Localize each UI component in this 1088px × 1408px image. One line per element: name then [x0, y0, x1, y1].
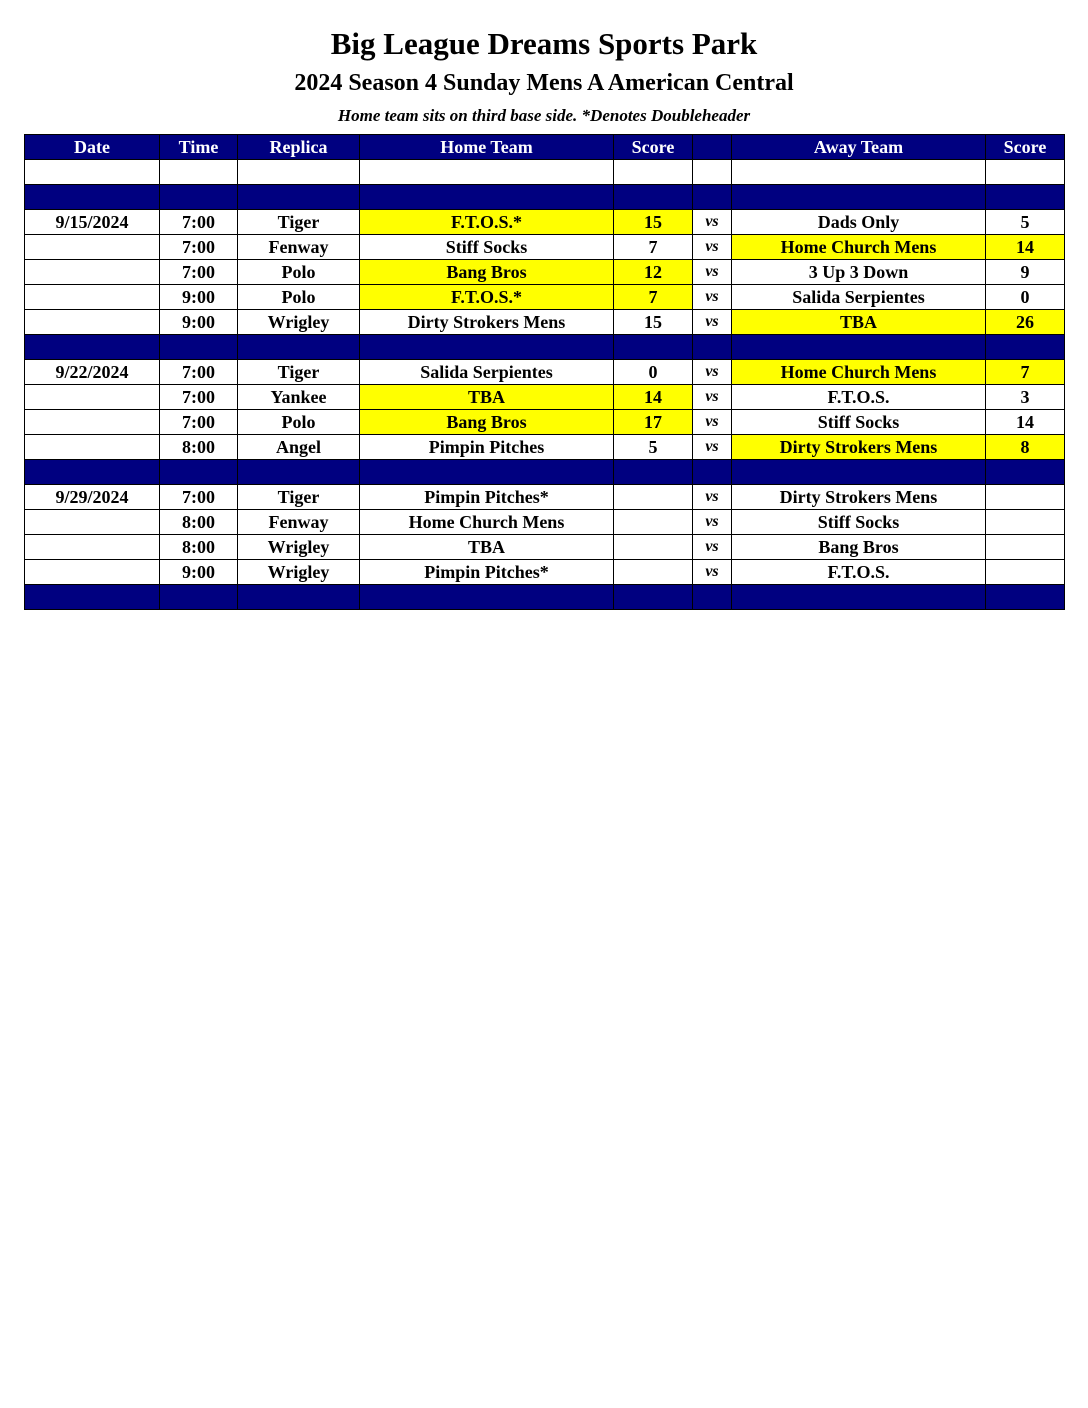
vs-cell: vs: [693, 535, 732, 560]
replica-cell: Fenway: [238, 235, 360, 260]
away-score-cell: [986, 560, 1065, 585]
replica-cell: Wrigley: [238, 560, 360, 585]
away-team-cell: Stiff Socks: [732, 510, 986, 535]
empty-cell: [732, 460, 986, 485]
away-team-cell: Stiff Socks: [732, 410, 986, 435]
table-row: [25, 435, 1065, 460]
empty-cell: [238, 160, 360, 185]
replica-cell: Wrigley: [238, 310, 360, 335]
home-score-cell: 14: [614, 385, 693, 410]
schedule-body: [25, 160, 1065, 610]
home-team-cell: F.T.O.S.*: [360, 285, 614, 310]
empty-cell: [360, 185, 614, 210]
empty-cell: [986, 585, 1065, 610]
column-header-replica: Replica: [238, 135, 360, 160]
vs-cell: vs: [693, 510, 732, 535]
table-row: [25, 235, 1065, 260]
away-score-cell: 26: [986, 310, 1065, 335]
empty-cell: [360, 335, 614, 360]
page-title: Big League Dreams Sports Park: [330, 26, 758, 61]
away-team-cell: TBA: [732, 310, 986, 335]
home-score-cell: [614, 510, 693, 535]
empty-cell: [614, 585, 693, 610]
table-row: [25, 260, 1065, 285]
home-score-cell: 7: [614, 235, 693, 260]
empty-cell: [693, 335, 732, 360]
away-score-cell: 7: [986, 360, 1065, 385]
vs-cell: vs: [693, 385, 732, 410]
home-score-cell: [614, 485, 693, 510]
date-cell: [25, 560, 160, 585]
column-header-away-score: Score: [986, 135, 1065, 160]
empty-cell: [160, 335, 238, 360]
time-cell: 9:00: [160, 310, 238, 335]
date-cell: [25, 310, 160, 335]
away-team-cell: Dirty Strokers Mens: [732, 485, 986, 510]
empty-cell: [732, 185, 986, 210]
away-score-cell: 5: [986, 210, 1065, 235]
home-team-cell: Salida Serpientes: [360, 360, 614, 385]
vs-cell: vs: [693, 360, 732, 385]
home-team-cell: Bang Bros: [360, 260, 614, 285]
date-cell: [25, 385, 160, 410]
home-team-cell: Pimpin Pitches: [360, 435, 614, 460]
date-cell: 9/15/2024: [25, 210, 160, 235]
home-team-cell: Home Church Mens: [360, 510, 614, 535]
away-team-cell: 3 Up 3 Down: [732, 260, 986, 285]
vs-cell: vs: [693, 560, 732, 585]
column-header-time: Time: [160, 135, 238, 160]
time-cell: 8:00: [160, 535, 238, 560]
replica-cell: Fenway: [238, 510, 360, 535]
blank-row: [25, 160, 1065, 185]
empty-cell: [25, 585, 160, 610]
page-note: Home team sits on third base side. *Denotes Doubleheader: [337, 106, 751, 125]
time-cell: 7:00: [160, 410, 238, 435]
date-cell: [25, 510, 160, 535]
page-subtitle: 2024 Season 4 Sunday Mens A American Central: [294, 70, 794, 96]
table-row: [25, 410, 1065, 435]
date-cell: [25, 285, 160, 310]
column-header-away-team: Away Team: [732, 135, 986, 160]
replica-cell: Wrigley: [238, 535, 360, 560]
table-row: [25, 310, 1065, 335]
table-row: [25, 360, 1065, 385]
home-score-cell: [614, 535, 693, 560]
away-team-cell: F.T.O.S.: [732, 560, 986, 585]
replica-cell: Polo: [238, 260, 360, 285]
replica-cell: Angel: [238, 435, 360, 460]
empty-cell: [25, 335, 160, 360]
replica-cell: Tiger: [238, 210, 360, 235]
home-team-cell: Pimpin Pitches*: [360, 485, 614, 510]
home-score-cell: 17: [614, 410, 693, 435]
vs-cell: vs: [693, 210, 732, 235]
table-row: [25, 385, 1065, 410]
home-score-cell: 15: [614, 310, 693, 335]
table-row: [25, 510, 1065, 535]
home-team-cell: TBA: [360, 535, 614, 560]
away-score-cell: [986, 485, 1065, 510]
away-team-cell: Dirty Strokers Mens: [732, 435, 986, 460]
away-team-cell: F.T.O.S.: [732, 385, 986, 410]
vs-cell: vs: [693, 260, 732, 285]
away-team-cell: Bang Bros: [732, 535, 986, 560]
divider-row: [25, 460, 1065, 485]
empty-cell: [732, 585, 986, 610]
home-score-cell: 12: [614, 260, 693, 285]
home-score-cell: 5: [614, 435, 693, 460]
date-cell: [25, 260, 160, 285]
empty-cell: [614, 160, 693, 185]
time-cell: 8:00: [160, 510, 238, 535]
home-score-cell: 15: [614, 210, 693, 235]
time-cell: 7:00: [160, 385, 238, 410]
replica-cell: Polo: [238, 285, 360, 310]
home-team-cell: Bang Bros: [360, 410, 614, 435]
empty-cell: [238, 185, 360, 210]
away-score-cell: 14: [986, 235, 1065, 260]
vs-cell: vs: [693, 435, 732, 460]
time-cell: 7:00: [160, 360, 238, 385]
home-team-cell: Pimpin Pitches*: [360, 560, 614, 585]
date-cell: [25, 410, 160, 435]
empty-cell: [360, 460, 614, 485]
home-score-cell: [614, 560, 693, 585]
column-header-home-score: Score: [614, 135, 693, 160]
empty-cell: [25, 185, 160, 210]
empty-cell: [614, 460, 693, 485]
column-header-date: Date: [25, 135, 160, 160]
empty-cell: [732, 335, 986, 360]
vs-cell: vs: [693, 310, 732, 335]
away-score-cell: [986, 510, 1065, 535]
empty-cell: [693, 160, 732, 185]
date-cell: 9/22/2024: [25, 360, 160, 385]
home-team-cell: Dirty Strokers Mens: [360, 310, 614, 335]
time-cell: 7:00: [160, 485, 238, 510]
empty-cell: [25, 160, 160, 185]
table-row: [25, 535, 1065, 560]
date-cell: [25, 535, 160, 560]
table-header-row: [25, 135, 1065, 160]
away-score-cell: 3: [986, 385, 1065, 410]
time-cell: 7:00: [160, 210, 238, 235]
empty-cell: [238, 460, 360, 485]
empty-cell: [732, 160, 986, 185]
empty-cell: [238, 335, 360, 360]
empty-cell: [160, 160, 238, 185]
empty-cell: [614, 335, 693, 360]
table-row: [25, 285, 1065, 310]
time-cell: 9:00: [160, 560, 238, 585]
divider-row: [25, 335, 1065, 360]
vs-cell: vs: [693, 285, 732, 310]
home-score-cell: 7: [614, 285, 693, 310]
date-cell: [25, 435, 160, 460]
away-score-cell: 14: [986, 410, 1065, 435]
replica-cell: Tiger: [238, 485, 360, 510]
replica-cell: Yankee: [238, 385, 360, 410]
column-header-home-team: Home Team: [360, 135, 614, 160]
replica-cell: Polo: [238, 410, 360, 435]
divider-row: [25, 585, 1065, 610]
away-score-cell: 0: [986, 285, 1065, 310]
schedule-table: [24, 134, 1065, 610]
away-team-cell: Dads Only: [732, 210, 986, 235]
home-score-cell: 0: [614, 360, 693, 385]
replica-cell: Tiger: [238, 360, 360, 385]
empty-cell: [986, 335, 1065, 360]
empty-cell: [986, 160, 1065, 185]
empty-cell: [160, 185, 238, 210]
vs-cell: vs: [693, 410, 732, 435]
table-row: [25, 485, 1065, 510]
time-cell: 8:00: [160, 435, 238, 460]
date-cell: [25, 235, 160, 260]
away-score-cell: 8: [986, 435, 1065, 460]
empty-cell: [160, 460, 238, 485]
empty-cell: [360, 585, 614, 610]
empty-cell: [986, 185, 1065, 210]
empty-cell: [25, 460, 160, 485]
away-score-cell: 9: [986, 260, 1065, 285]
empty-cell: [986, 460, 1065, 485]
away-team-cell: Home Church Mens: [732, 360, 986, 385]
empty-cell: [693, 585, 732, 610]
column-header-vs: [693, 135, 732, 160]
divider-row: [25, 185, 1065, 210]
home-team-cell: Stiff Socks: [360, 235, 614, 260]
home-team-cell: F.T.O.S.*: [360, 210, 614, 235]
vs-cell: vs: [693, 485, 732, 510]
away-team-cell: Salida Serpientes: [732, 285, 986, 310]
empty-cell: [160, 585, 238, 610]
empty-cell: [238, 585, 360, 610]
time-cell: 7:00: [160, 235, 238, 260]
table-row: [25, 210, 1065, 235]
away-team-cell: Home Church Mens: [732, 235, 986, 260]
vs-cell: vs: [693, 235, 732, 260]
home-team-cell: TBA: [360, 385, 614, 410]
date-cell: 9/29/2024: [25, 485, 160, 510]
time-cell: 7:00: [160, 260, 238, 285]
away-score-cell: [986, 535, 1065, 560]
empty-cell: [614, 185, 693, 210]
empty-cell: [693, 460, 732, 485]
table-row: [25, 560, 1065, 585]
empty-cell: [360, 160, 614, 185]
time-cell: 9:00: [160, 285, 238, 310]
empty-cell: [693, 185, 732, 210]
